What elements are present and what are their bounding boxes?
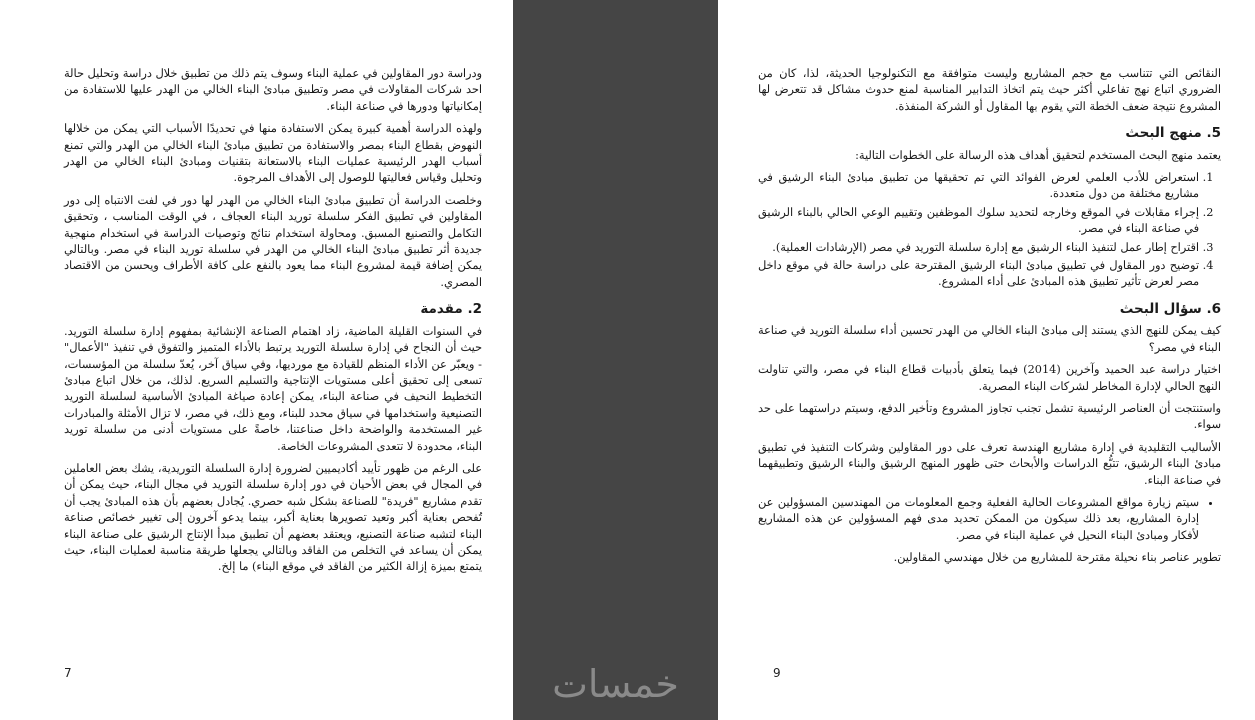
paragraph: النقائص التي تتناسب مع حجم المشاريع وليست متوافقة مع التكنولوجيا الحديثة، لذا، كان من الضروري اتباع نهج تفاعلي أكثر حيث يتم اتخاذ التدابير المناسبة لمنع حدوث مشاكل قد تتعرض لها المشروع نتيجة ضعف الخطة التي يقوم بها المقاول أو الشركة المنفذة.	[758, 67, 1221, 113]
method-intro: يعتمد منهج البحث المستخدم لتحقيق أهداف هذه الرسالة على الخطوات التالية:	[855, 148, 1221, 162]
page-number: 9	[773, 666, 781, 680]
center-gutter	[513, 0, 718, 720]
list-item: 2. إجراء مقابلات في الموقع وخارجه لتحديد سلوك الموظفين وتقييم الوعي الحالي بالبناء الرشيق في صناعة البناء في مصر.	[758, 205, 1199, 238]
watermark-logo: خمسات	[552, 662, 679, 706]
paragraph: كيف يمكن للنهج الذي يستند إلى مبادئ البناء الخالي من الهدر تحسين أداء سلسلة التوريد في صناعة البناء في مصر؟	[758, 324, 1221, 354]
list-item: 3. اقتراح إطار عمل لتنفيذ البناء الرشيق مع إدارة سلسلة التوريد في مصر (الإرشادات العملية).	[758, 240, 1199, 256]
section-heading-introduction: 2. مقدمة	[420, 301, 482, 318]
bullet-list	[758, 495, 1221, 544]
section-heading-question: 6. سؤال البحث	[1119, 300, 1221, 317]
page-number: 7	[64, 666, 72, 680]
right-page	[718, 0, 1255, 720]
paragraph: تطوير عناصر بناء نحيلة مقترحة للمشاريع من خلال مهندسي المقاولين.	[893, 551, 1221, 565]
list-item: • سيتم زيارة مواقع المشروعات الحالية الفعلية وجمع المعلومات من المهندسين المسؤولين عن إدارة المشاريع، بعد ذلك سيكون من الممكن تحديد مدى فهم المسؤولين عن هذه المشاريع لأفكار ومبادئ البناء النحيل في عملية البناء في مصر.	[758, 495, 1199, 544]
left-text-column	[64, 66, 482, 582]
paragraph: في السنوات القليلة الماضية، زاد اهتمام الصناعة الإنشائية بمفهوم إدارة سلسلة التوريد. حيث أن النجاح في إدارة سلسلة التوريد يرتبط بالأداء المتميز والتفوق في تنفيذ "الأعمال" - ويعبّر عن الأداء المنظم للقيادة مع مورديها، وفي سياق آخر، يُعدّ سلسلة من المؤسسات، تسعى إلى تحقيق أعلى مستويات الإنتاجية والتسليم السريع. لذلك، من خلال اتباع مبادئ التخطيط النحيف في صناعة البناء، يمكن إعادة صياغة المبادئ الأساسية لسلسلة التوريد التصنيعية واستخدامها في سياق محدد للبناء، ومع ذلك، في مصر، لا تزال الأمثلة والمبادرات غير المستخدمة والواضحة داخل صناعتنا، خاصةً على مستويات أدنى من سلسلة توريد البناء، محدودة لا تتعدى المشروعات الخاصة.	[64, 324, 482, 453]
paragraph: اختيار دراسة عبد الحميد وآخرين (2014) فيما يتعلق بأدبيات قطاع البناء في مصر، والتي تناولت النهج الحالي لإدارة المخاطر لشركات البناء المصرية.	[758, 363, 1221, 393]
section-heading-method: 5. منهج البحث	[1125, 125, 1221, 142]
paragraph: وخلصت الدراسة أن تطبيق مبادئ البناء الخالي من الهدر لها دور في لفت الانتباه إلى دور المقاولين في تطبيق الفكر سلسلة توريد البناء العجاف ، في الوقت المناسب ، وتحقيق التكامل والتصنيع المسبق. ومحاولة استخدام نتائج وتوصيات الدراسة في استخدام منهجية جديدة أثر تطبيق مبادئ البناء الخالي من الهدر في سلسلة توريد البناء في مصر. وبالتالي يمكن إضافة قيمة لمشروع البناء مما يعود بالنفع على كافة الأطراف ويحسن من الاقتصاد المصري.	[64, 193, 482, 289]
method-steps-list	[758, 170, 1221, 291]
paragraph: الأساليب التقليدية في إدارة مشاريع الهندسة تعرف على دور المقاولين وشركات التنفيذ في تطبيق مبادئ البناء الرشيق، تتبُّع الدراسات والأبحاث حتى ظهور المنهج الرشيق والبناء الرشيق وتطبيقهما في صناعة البناء.	[758, 440, 1221, 487]
paragraph: ودراسة دور المقاولين في عملية البناء وسوف يتم ذلك من تطبيق خلال دراسة وتحليل حالة احد شركات المقاولات في مصر وتطبيق مبادئ البناء الخالي من الهدر عليها للاستفادة من إمكانياتها ودورها في صناعة البناء.	[64, 67, 482, 113]
right-text-column	[758, 66, 1221, 573]
list-item: 4. توضيح دور المقاول في تطبيق مبادئ البناء الرشيق المقترحة على دراسة حالة في موقع داخل مصر لعرض تأثير تطبيق هذه المبادئ على أداء المشروع.	[758, 258, 1199, 291]
paragraph: واستنتجت أن العناصر الرئيسية تشمل تجنب تجاوز المشروع وتأخير الدفع، وسيتم دراستهما على حد سواء.	[758, 401, 1221, 432]
paragraph: ولهذه الدراسة أهمية كبيرة يمكن الاستفادة منها في تحديدًا الأسباب التي يمكن من خلالها النهوض بقطاع البناء بمصر والاستفادة من تطبيق مبادئ البناء الخالي من الهدر والتي تمنع أسباب الهدر الرئيسية عمليات البناء بالاستعانة بتقنيات ومبادئ البناء الخالي من الهدر وتحليل وقياس فعاليتها للوصول إلى الأهداف المرجوة.	[64, 122, 482, 185]
paragraph: على الرغم من ظهور تأييد أكاديميين لضرورة إدارة السلسلة التوريدية، يشك بعض العاملين في المجال في بعض الأحيان في دور إدارة سلسلة التوريد في مجال البناء، حيث يمكن أن تقدم مشاريع "فريدة" للصناعة بشكل شبه حصري. يُجادل بعضهم بأن هذه المبادئ يجب أن تُفحص بعناية أكبر وتعيد تصويرها بعناية أكبر، بينما يدعو آخرون إلى تغيير خصائص صناعة البناء لتشبه صناعة التصنيع، ويعتقد بعضهم أن تطبيق مبدأ الإنتاج الرشيق على صناعة البناء يمكن أن يساعد في التخلص من الفاقد وبالتالي يجعلها طريقة مناسبة لعمليات البناء، حيث يتمتع بميزة إزالة الكثير من الفاقد في موقع البناء) ما إلخ.	[64, 461, 482, 574]
list-item: 1. استعراض للأدب العلمي لعرض الفوائد التي تم تحقيقها من تطبيق مبادئ البناء الرشيق في مشاريع مختلفة من دول متعددة.	[758, 170, 1199, 203]
left-page	[0, 0, 513, 720]
